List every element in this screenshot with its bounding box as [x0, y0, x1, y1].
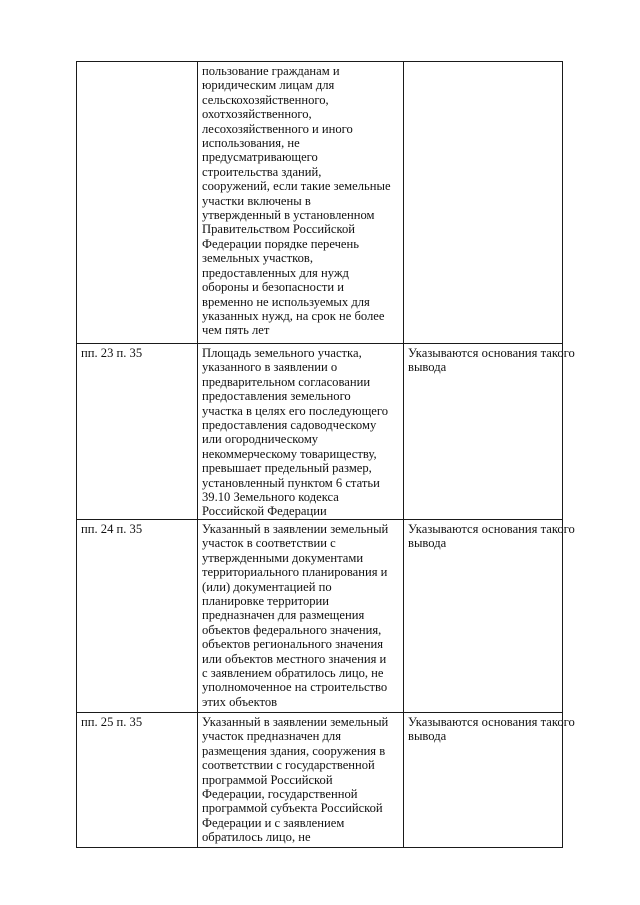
- ground-text-line: планировке территории: [202, 593, 330, 608]
- note-text-line: Указываются основания такого: [408, 346, 575, 360]
- ground-cell: [198, 519, 404, 712]
- ground-text-line: предоставления садоводческому: [202, 418, 377, 433]
- ground-text-line: участок предназначен для: [202, 729, 342, 744]
- ground-text-line: 39.10 Земельного кодекса: [202, 490, 339, 505]
- ground-text-line: программой Российской: [202, 772, 333, 787]
- ground-text-line: предназначен для размещения: [202, 608, 365, 623]
- table-row: [77, 712, 563, 847]
- ground-text-line: указанных нужд, на срок не более: [202, 308, 385, 323]
- table-row: [77, 519, 563, 712]
- ground-cell: [198, 62, 404, 344]
- note-text-line: Указываются основания такого: [408, 714, 575, 729]
- ground-text-line: предварительном согласовании: [202, 374, 371, 389]
- ground-text-line: Федерации, государственной: [202, 786, 358, 801]
- ref-text: пп. 24 п. 35: [81, 521, 143, 536]
- ground-text-line: утвержденный в установленном: [202, 208, 375, 223]
- ref-text: пп. 23 п. 35: [81, 346, 143, 360]
- ground-text-line: некоммерческому товариществу,: [202, 446, 377, 461]
- note-text-line: вывода: [408, 536, 447, 551]
- ground-text-line: охотхозяйственного,: [202, 107, 312, 122]
- ground-text-line: предусматривающего: [202, 150, 318, 165]
- ground-text-line: утвержденными документами: [202, 550, 364, 565]
- ground-text-line: установленный пунктом 6 статьи: [202, 475, 380, 490]
- note-cell: [404, 712, 575, 847]
- ground-text-line: участки включены в: [202, 193, 311, 208]
- ground-text-line: соответствии с государственной: [202, 758, 375, 773]
- ground-text-line: или объектов местного значения и: [202, 651, 387, 666]
- ground-text-line: обороны и безопасности и: [202, 280, 345, 295]
- table-row: [77, 62, 563, 344]
- ground-text-line: сооружений, если такие земельные: [202, 179, 391, 194]
- ground-text-line: уполномоченное на строительство: [202, 680, 388, 695]
- ground-text-line: пользование гражданам и: [202, 64, 340, 78]
- ground-text-line: временно не используемых для: [202, 294, 370, 309]
- ground-text-line: использования, не: [202, 136, 300, 151]
- ground-text-line: обратилось лицо, не: [202, 830, 311, 845]
- ground-text-line: предоставленных для нужд: [202, 265, 349, 280]
- ground-text-line: объектов федерального значения,: [202, 622, 382, 637]
- ground-text-line: размещения здания, сооружения в: [202, 743, 386, 758]
- note-cell: [404, 62, 563, 344]
- ground-text-line: чем пять лет: [202, 323, 270, 338]
- ground-text-line: (или) документацией по: [202, 579, 332, 594]
- ground-text-line: лесохозяйственного и иного: [202, 121, 353, 136]
- note-cell: [404, 344, 575, 520]
- ref-cell: [77, 344, 198, 520]
- note-text-line: вывода: [408, 360, 447, 375]
- ground-text-line: указанного в заявлении о: [202, 360, 338, 375]
- ref-cell: [77, 62, 198, 344]
- note-text-line: Указываются основания такого: [408, 521, 575, 536]
- grounds-table-body: [77, 62, 575, 848]
- ground-text-line: участка в целях его последующего: [202, 403, 389, 418]
- ground-text-line: Указанный в заявлении земельный: [202, 714, 389, 729]
- ref-cell: [77, 519, 198, 712]
- ref-cell: [77, 712, 198, 847]
- ground-cell: [198, 712, 404, 847]
- ref-text: пп. 25 п. 35: [81, 714, 143, 729]
- ground-text-line: Российской Федерации: [202, 504, 327, 519]
- ground-text-line: территориального планирования и: [202, 565, 388, 580]
- note-text-line: вывода: [408, 729, 447, 744]
- ground-text-line: Федерации порядке перечень: [202, 236, 360, 251]
- ground-text-line: строительства зданий,: [202, 164, 322, 179]
- ground-text-line: этих объектов: [202, 694, 278, 709]
- ground-text-line: сельскохозяйственного,: [202, 92, 329, 107]
- ground-text-line: Федерации и с заявлением: [202, 815, 345, 830]
- ground-text-line: участок в соответствии с: [202, 536, 336, 551]
- table-row: [77, 344, 563, 520]
- ground-text-line: юридическим лицам для: [202, 78, 335, 93]
- ground-text-line: земельных участков,: [202, 251, 313, 266]
- ground-text-line: объектов регионального значения: [202, 637, 384, 652]
- ground-text-line: Площадь земельного участка,: [202, 346, 362, 360]
- ground-text-line: или огородническому: [202, 432, 319, 447]
- ground-text-line: Правительством Российской: [202, 222, 355, 237]
- ground-cell: [198, 344, 404, 520]
- ground-text-line: Указанный в заявлении земельный: [202, 521, 389, 536]
- note-cell: [404, 519, 575, 712]
- ground-text-line: превышает предельный размер,: [202, 461, 372, 476]
- ground-text-line: предоставления земельного: [202, 389, 351, 404]
- ground-text-line: с заявлением обратилось лицо, не: [202, 665, 384, 680]
- ground-text-line: программой субъекта Российской: [202, 801, 383, 816]
- grounds-table: [76, 61, 575, 848]
